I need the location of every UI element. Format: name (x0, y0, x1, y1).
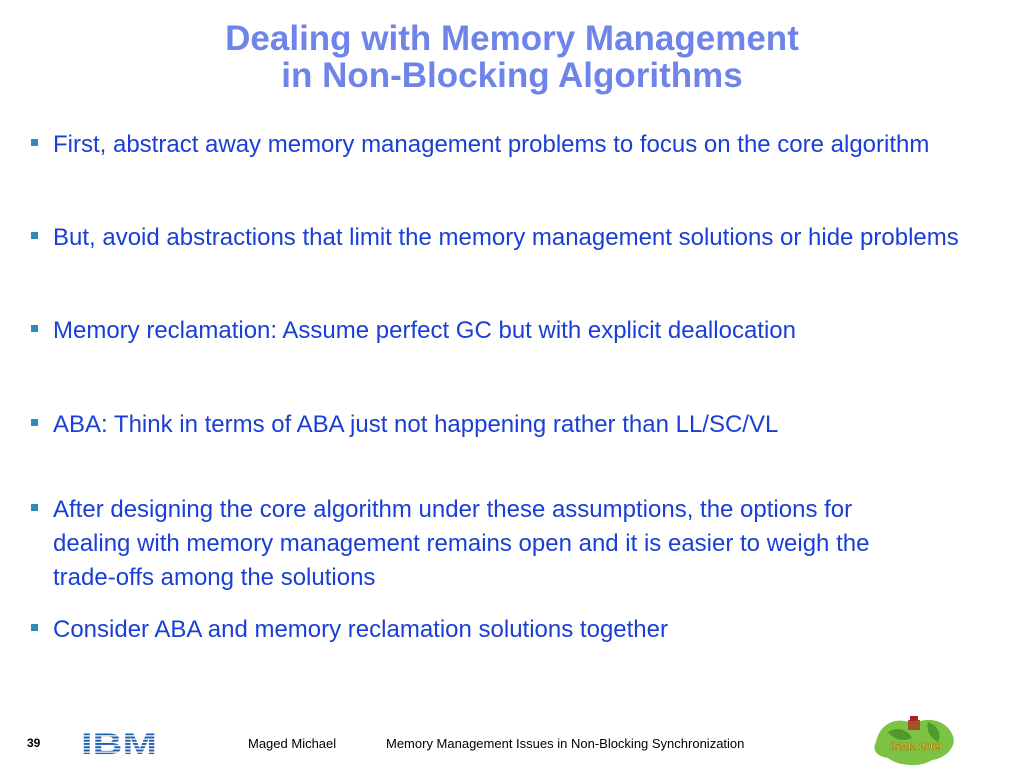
bullet-text: First, abstract away memory management problems to focus on the core algorithm (53, 131, 930, 158)
ibm-logo (80, 730, 158, 756)
bullet-text: But, avoid abstractions that limit the memory management solutions or hide problems (53, 224, 959, 251)
bullet-item (28, 493, 898, 595)
slide-title-line-1: Dealing with Memory Management (225, 19, 799, 58)
bullet-square-icon (31, 232, 38, 239)
bullet-text: Memory reclamation: Assume perfect GC but with explicit deallocation (53, 317, 796, 344)
ismm-conference-logo (868, 712, 960, 768)
slide-footer (0, 724, 1024, 764)
author-name: Maged Michael (248, 736, 337, 751)
bullet-item (28, 221, 973, 255)
bullet-square-icon (31, 624, 38, 631)
bullet-text: After designing the core algorithm under these assumptions, the options for dealing with memory management remains open and it is easier to weigh the trade-offs among the solutions (53, 496, 870, 591)
bullet-text: Consider ABA and memory reclamation solutions together (53, 616, 668, 643)
slide-title-line-2: in Non-Blocking Algorithms (281, 56, 743, 95)
slide-title (0, 20, 1024, 94)
bullet-square-icon (31, 419, 38, 426)
bullet-text: ABA: Think in terms of ABA just not happening rather than LL/SC/VL (53, 411, 779, 438)
bullet-square-icon (31, 325, 38, 332)
ibm-logo-text: IBM (81, 730, 157, 756)
bullet-square-icon (31, 139, 38, 146)
bullet-square-icon (31, 504, 38, 511)
bullet-item (28, 613, 973, 647)
ismm-logo-text: ISMM 2009 (890, 742, 942, 753)
bullet-item (28, 314, 973, 348)
page-number: 39 (27, 736, 41, 750)
bullet-item (28, 408, 973, 442)
talk-title: Memory Management Issues in Non-Blocking Synchronization (386, 736, 745, 751)
bullet-item (28, 128, 973, 162)
